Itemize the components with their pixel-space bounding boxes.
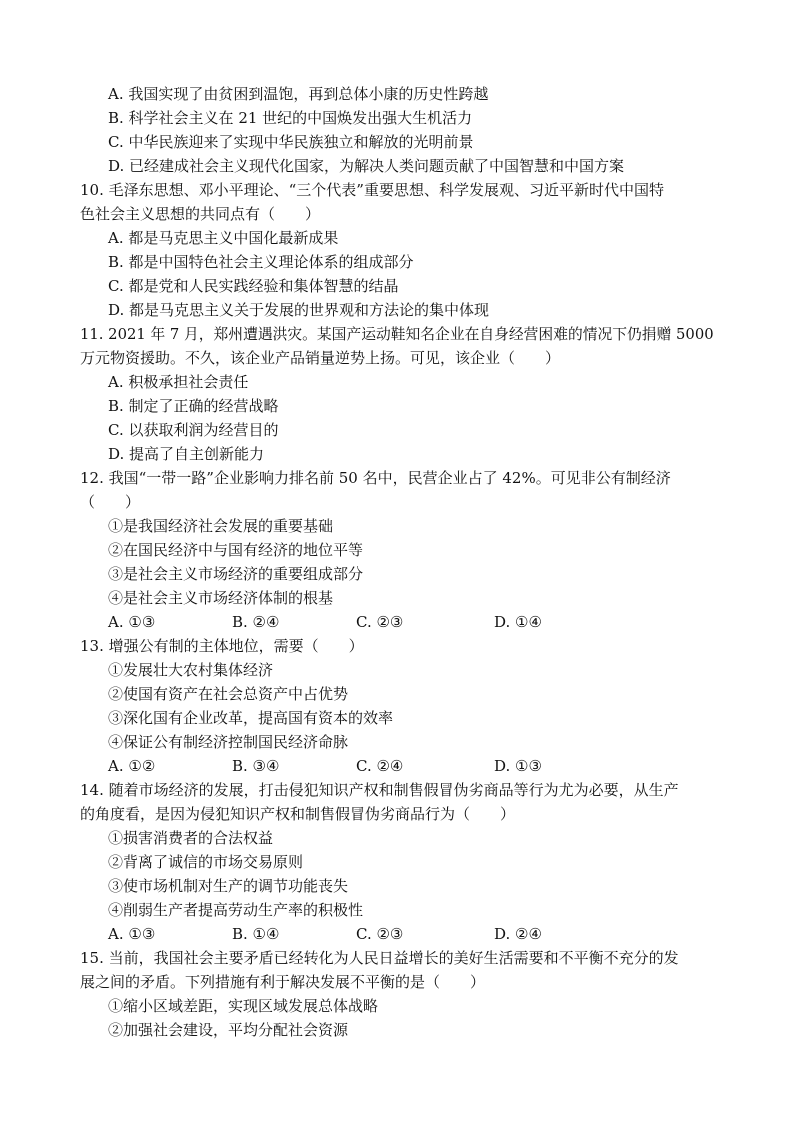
q14-choice-a: A. ①③ xyxy=(108,925,156,943)
q15-stem-line-1: 15. 当前，我国社会主要矛盾已经转化为人民日益增长的美好生活需要和不平衡不充分的发 xyxy=(80,949,679,967)
q11-option-c: C. 以获取利润为经营目的 xyxy=(108,421,279,439)
q13-choice-a: A. ①② xyxy=(108,757,156,775)
q9-option-d: D. 已经建成社会主义现代化国家，为解决人类问题贡献了中国智慧和中国方案 xyxy=(108,157,625,175)
q14-item-3: ③使市场机制对生产的调节功能丧失 xyxy=(108,877,349,895)
q11-option-a: A. 积极承担社会责任 xyxy=(108,373,249,391)
q13-choice-c: C. ②④ xyxy=(356,757,404,775)
q14-choice-c: C. ②③ xyxy=(356,925,404,943)
q15-item-2: ②加强社会建设，平均分配社会资源 xyxy=(108,1021,349,1039)
q12-stem-line-2: （ ） xyxy=(80,493,141,511)
q10-option-a: A. 都是马克思主义中国化最新成果 xyxy=(108,229,339,247)
q14-choice-b: B. ①④ xyxy=(232,925,280,943)
q13-item-2: ②使国有资产在社会总资产中占优势 xyxy=(108,685,349,703)
q13-stem-line-1: 13. 增强公有制的主体地位，需要（ ） xyxy=(80,637,364,655)
q9-option-b: B. 科学社会主义在 21 世纪的中国焕发出强大生机活力 xyxy=(108,109,473,127)
q12-item-1: ①是我国经济社会发展的重要基础 xyxy=(108,517,334,535)
q11-stem-line-2: 万元物资援助。不久，该企业产品销量逆势上扬。可见，该企业（ ） xyxy=(80,349,561,367)
q11-stem-line-1: 11. 2021 年 7 月，郑州遭遇洪灾。某国产运动鞋知名企业在自身经营困难的情况下仍捐赠 5000 xyxy=(80,325,714,343)
q10-stem-line-2: 色社会主义思想的共同点有（ ） xyxy=(80,205,321,223)
q14-stem-line-2: 的角度看，是因为侵犯知识产权和制售假冒伪劣商品行为（ ） xyxy=(80,805,516,823)
q11-option-b: B. 制定了正确的经营战略 xyxy=(108,397,279,415)
q15-stem-line-2: 展之间的矛盾。下列措施有利于解决发展不平衡的是（ ） xyxy=(80,973,486,991)
q10-option-b: B. 都是中国特色社会主义理论体系的组成部分 xyxy=(108,253,414,271)
q10-option-d: D. 都是马克思主义关于发展的世界观和方法论的集中体现 xyxy=(108,301,490,319)
q10-stem-line-1: 10. 毛泽东思想、邓小平理论、“三个代表”重要思想、科学发展观、习近平新时代中国特 xyxy=(80,181,664,199)
q12-choice-c: C. ②③ xyxy=(356,613,404,631)
q14-item-2: ②背离了诚信的市场交易原则 xyxy=(108,853,304,871)
q12-choice-b: B. ②④ xyxy=(232,613,280,631)
q12-choice-d: D. ①④ xyxy=(494,613,542,631)
q14-item-1: ①损害消费者的合法权益 xyxy=(108,829,274,847)
q12-item-3: ③是社会主义市场经济的重要组成部分 xyxy=(108,565,364,583)
q14-stem-line-1: 14. 随着市场经济的发展，打击侵犯知识产权和制售假冒伪劣商品等行为尤为必要，从生产 xyxy=(80,781,679,799)
q13-item-3: ③深化国有企业改革，提高国有资本的效率 xyxy=(108,709,394,727)
q14-choice-d: D. ②④ xyxy=(494,925,542,943)
q13-choice-b: B. ③④ xyxy=(232,757,280,775)
q12-choice-a: A. ①③ xyxy=(108,613,156,631)
q10-option-c: C. 都是党和人民实践经验和集体智慧的结晶 xyxy=(108,277,399,295)
q12-item-4: ④是社会主义市场经济体制的根基 xyxy=(108,589,334,607)
q12-stem-line-1: 12. 我国“一带一路”企业影响力排名前 50 名中，民营企业占了 42%。可见非公有制经济 xyxy=(80,469,671,487)
q13-item-4: ④保证公有制经济控制国民经济命脉 xyxy=(108,733,349,751)
q15-item-1: ①缩小区域差距，实现区域发展总体战略 xyxy=(108,997,379,1015)
q9-option-a: A. 我国实现了由贫困到温饱，再到总体小康的历史性跨越 xyxy=(108,85,489,103)
q13-choice-d: D. ①③ xyxy=(494,757,542,775)
q13-item-1: ①发展壮大农村集体经济 xyxy=(108,661,274,679)
q12-item-2: ②在国民经济中与国有经济的地位平等 xyxy=(108,541,364,559)
q9-option-c: C. 中华民族迎来了实现中华民族独立和解放的光明前景 xyxy=(108,133,474,151)
q14-item-4: ④削弱生产者提高劳动生产率的积极性 xyxy=(108,901,364,919)
q11-option-d: D. 提高了自主创新能力 xyxy=(108,445,265,463)
